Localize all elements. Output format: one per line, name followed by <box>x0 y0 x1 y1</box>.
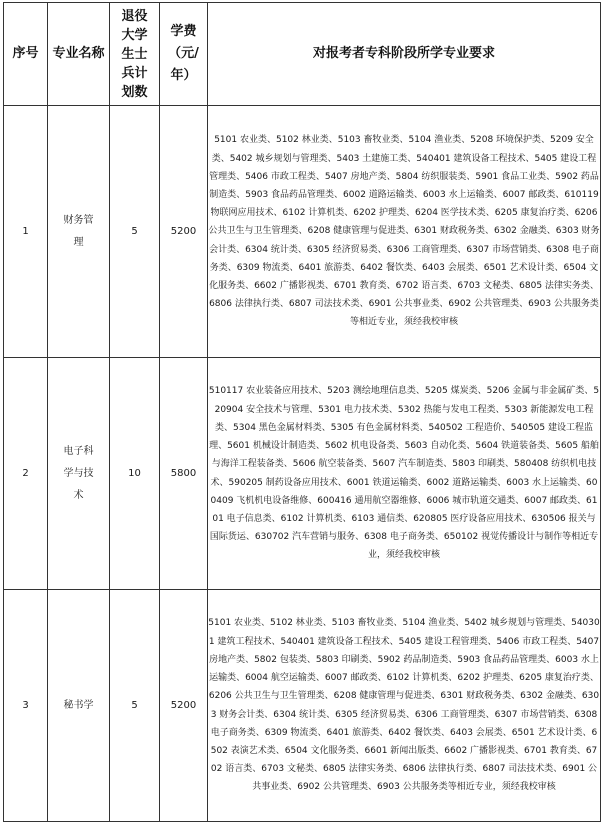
admission-major-table <box>3 2 601 822</box>
table-header-row <box>4 3 601 106</box>
header-veteran-quota: 退役大学生士兵计划数 <box>110 3 160 106</box>
row-tuition-fee: 5200 <box>160 106 208 358</box>
row-serial-number: 1 <box>4 106 48 358</box>
row-tuition-fee: 5200 <box>160 590 208 822</box>
table-row <box>4 590 601 822</box>
table-row <box>4 358 601 590</box>
row-major-name: 电子科学与技术 <box>48 358 110 590</box>
row-major-requirement: 5101 农业类、5102 林业类、5103 畜牧业类、5104 渔业类、5208 环境保护类、5209 安全类、5402 城乡规划与管理类、5403 土建施工类、540401 建筑设备工程技术、5405 建设工程管理类、5406 市政工程类、5407 房地产类、5804 纺织服装类、5901 食品工业类、5902 药品制造类、5903 食品药品管理类、6002 道路运输类、6003 水上运输类、6007 邮政类、610119 物联网应用技术、6102 计算机类、6202 护理类、6204 医学技术类、6205 康复治疗类、6206 公共卫生与卫生管理类、6208 健康管理与促进类、6301 财政税务类、6302 金融类、6303 财务会计类、6304 统计类、6305 经济贸易类、6306 工商管理类、6307 市场营销类、6308 电子商务类、6309 物流类、6401 旅游类、6402 餐饮类、6403 会展类、6501 艺术设计类、6504 文化服务类、6602 广播影视类、6701 教育类、6702 语言类、6703 文秘类、6805 法律实务类、6806 法律执行类、6807 司法技术类、6901 公共事业类、6902 公共管理类、6903 公共服务类等相近专业，须经我校审核 <box>208 106 601 358</box>
row-major-name: 秘书学 <box>48 590 110 822</box>
row-veteran-quota: 5 <box>110 590 160 822</box>
row-veteran-quota: 5 <box>110 106 160 358</box>
row-major-name: 财务管理 <box>48 106 110 358</box>
table-row <box>4 106 601 358</box>
row-major-requirement: 5101 农业类、5102 林业类、5103 畜牧业类、5104 渔业类、5402 城乡规划与管理类、540301 建筑工程技术、540401 建筑设备工程技术、5405 建设工程管理类、5406 市政工程类、5407 房地产类、5802 包装类、5803 印刷类、5902 药品制造类、5903 食品药品管理类、6003 水上运输类、6004 航空运输类、6007 邮政类、6102 计算机类、6202 护理类、6205 康复治疗类、6206 公共卫生与卫生管理类、6208 健康管理与促进类、6301 财政税务类、6302 金融类、6303 财务会计类、6304 统计类、6305 经济贸易类、6306 工商管理类、6307 市场营销类、6308 电子商务类、6309 物流类、6401 旅游类、6402 餐饮类、6403 会展类、6501 艺术设计类、6502 表演艺术类、6504 文化服务类、6601 新闻出版类、6602 广播影视类、6701 教育类、6702 语言类、6703 文秘类、6805 法律实务类、6806 法律执行类、6807 司法技术类、6901 公共事业类、6902 公共管理类、6903 公共服务类等相近专业，须经我校审核 <box>208 590 601 822</box>
header-major-name: 专业名称 <box>48 3 110 106</box>
header-major-requirement: 对报考者专科阶段所学专业要求 <box>208 3 601 106</box>
row-tuition-fee: 5800 <box>160 358 208 590</box>
header-tuition-fee: 学费（元/年） <box>160 3 208 106</box>
header-serial-number: 序号 <box>4 3 48 106</box>
row-serial-number: 2 <box>4 358 48 590</box>
row-major-requirement: 510117 农业装备应用技术、5203 测绘地理信息类、5205 煤炭类、5206 金属与非金属矿类、520904 安全技术与管理、5301 电力技术类、5302 热能与发电工程类、5303 新能源发电工程类、5304 黑色金属材料类、5305 有色金属材料类、540502 工程造价、540505 建设工程监理、5601 机械设计制造类、5602 机电设备类、5603 自动化类、5604 铁道装备类、5605 船舶与海洋工程装备类、5606 航空装备类、5607 汽车制造类、5803 印刷类、580408 纺织机电技术、590205 制药设备应用技术、6001 铁道运输类、6002 道路运输类、6003 水上运输类、600409 飞机机电设备维修、600416 通用航空器维修、6006 城市轨道交通类、6007 邮政类、6101 电子信息类、6102 计算机类、6103 通信类、620805 医疗设备应用技术、630506 报关与国际货运、630702 汽车营销与服务、6308 电子商务类、650102 视觉传播设计与制作等相近专业，须经我校审核 <box>208 358 601 590</box>
row-serial-number: 3 <box>4 590 48 822</box>
row-veteran-quota: 10 <box>110 358 160 590</box>
